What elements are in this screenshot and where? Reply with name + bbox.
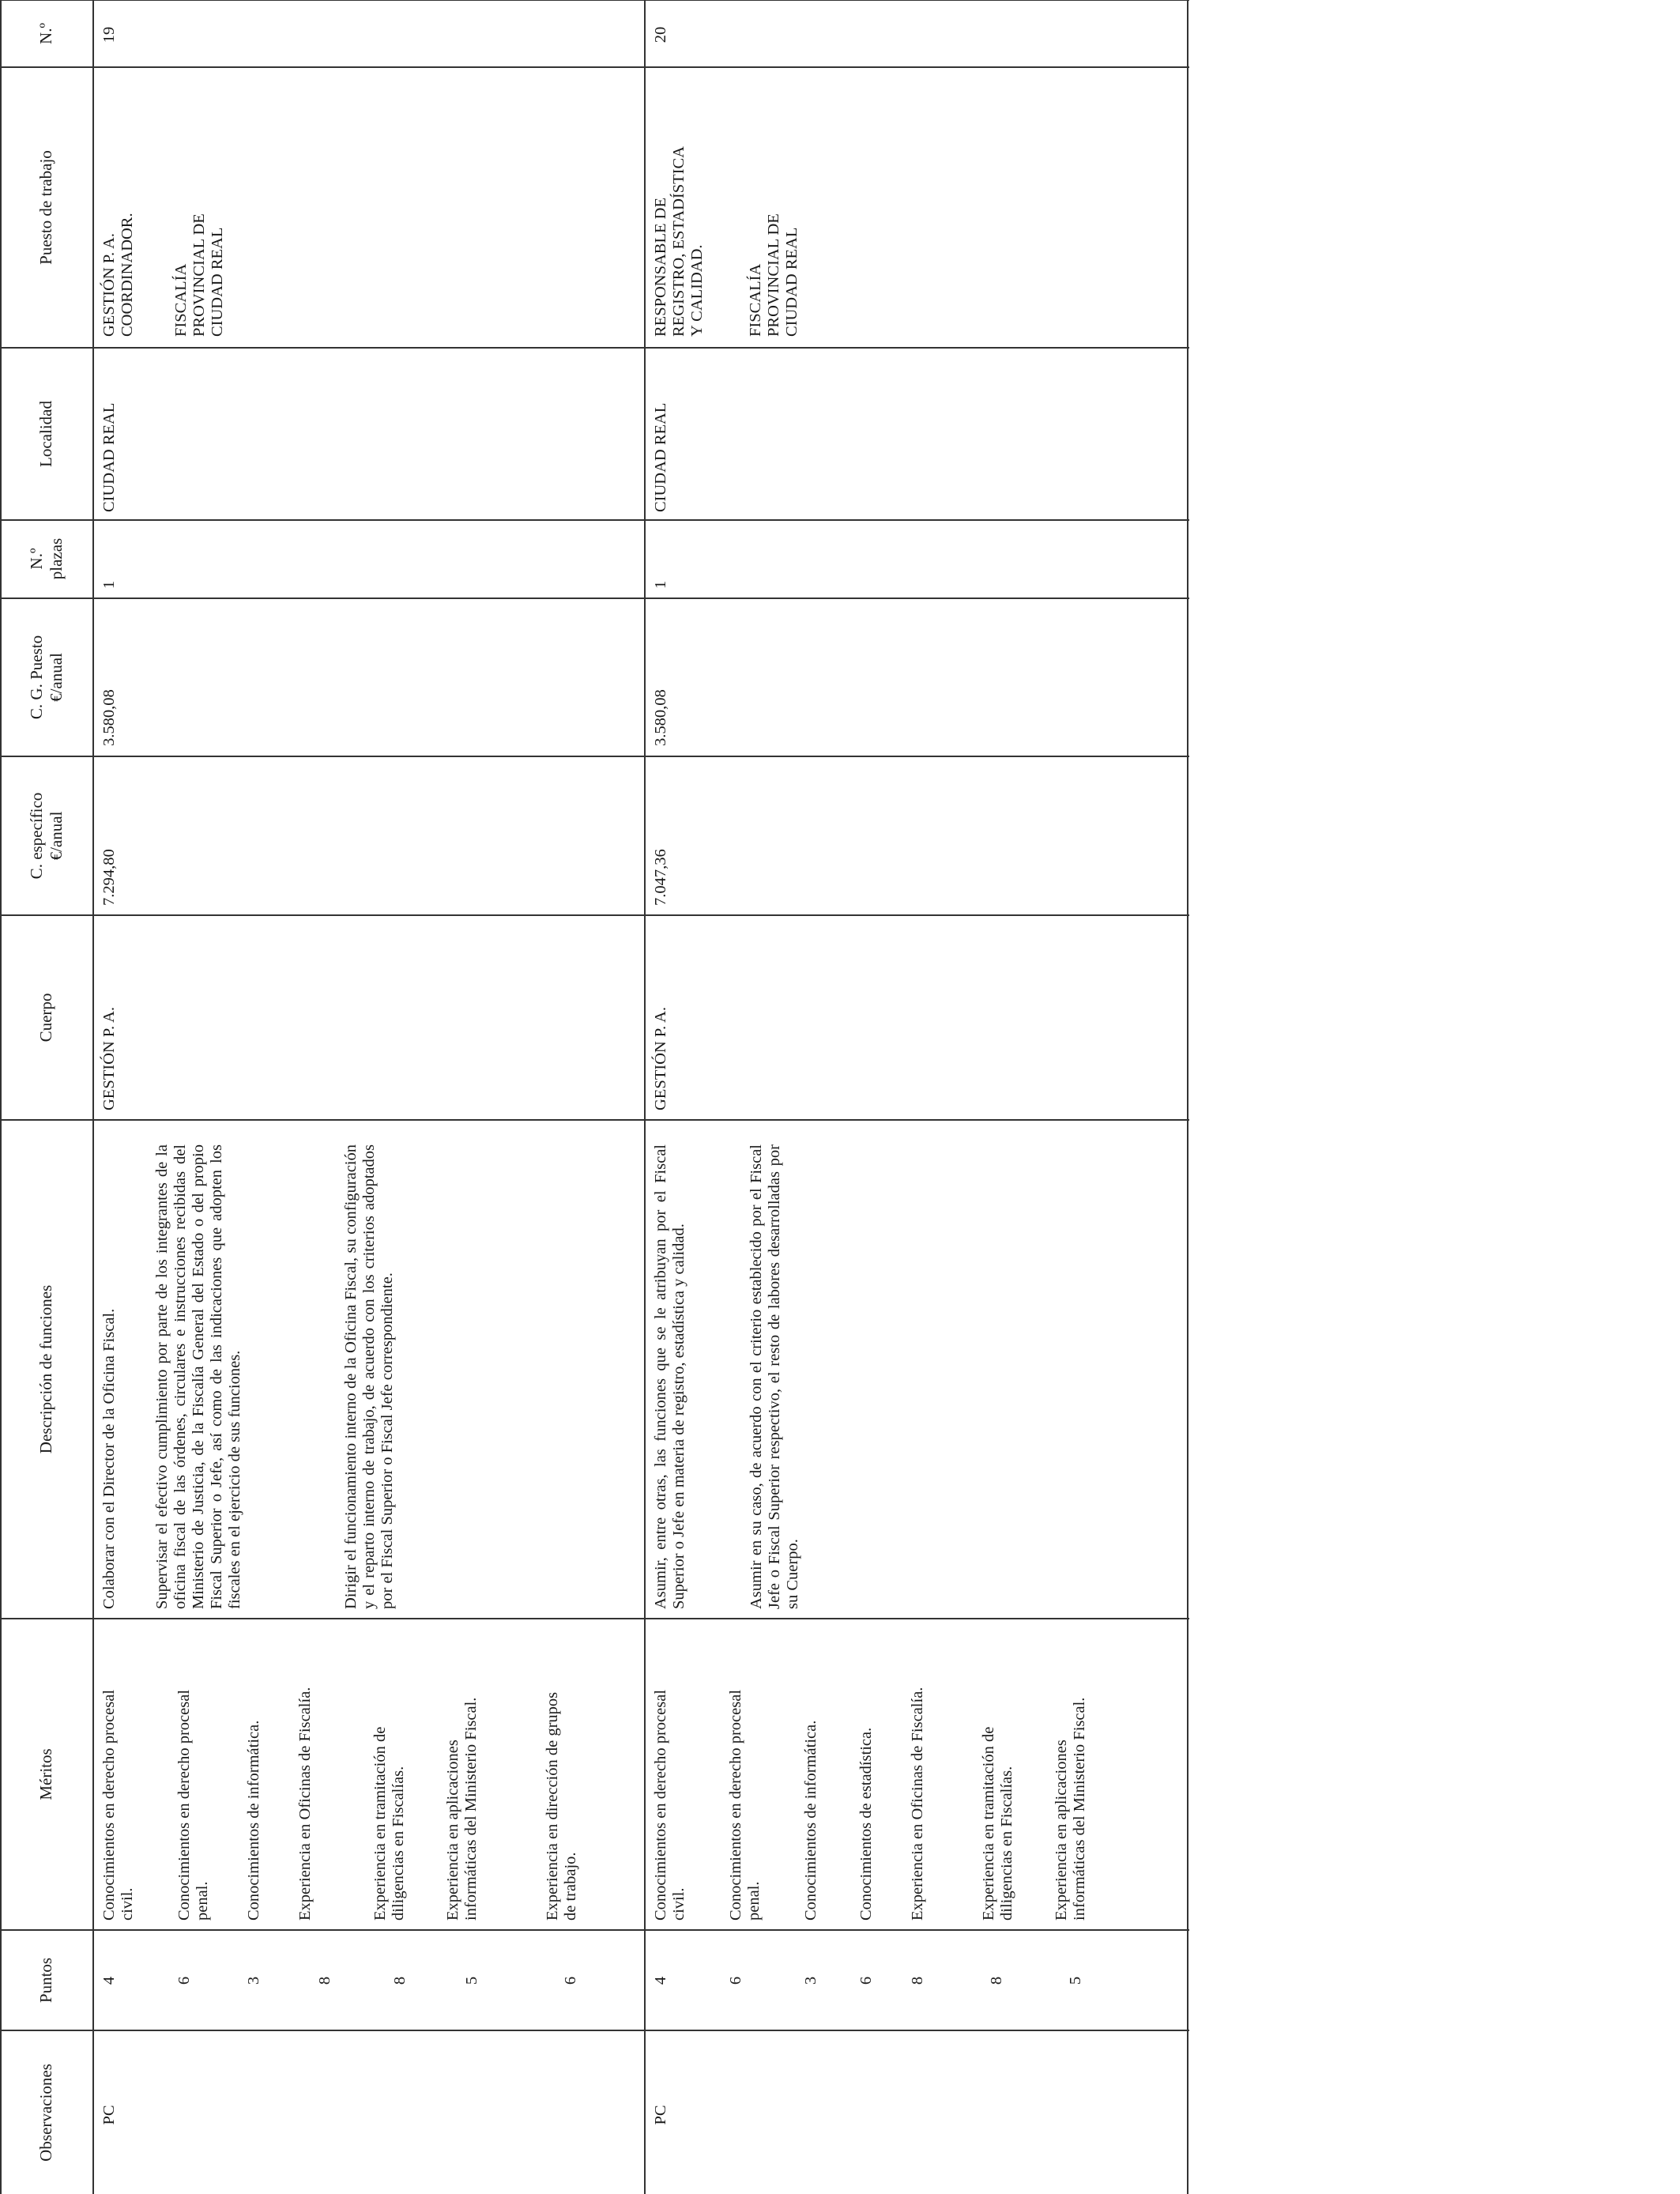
observaciones: PC [652, 2105, 669, 2125]
puntos-value: 6 [175, 1976, 193, 1985]
header-cuerpo: Cuerpo [36, 993, 55, 1042]
localidad: CIUDAD REAL [100, 402, 118, 512]
merito-text: Experiencia en tramitación de diligencias en Fiscalías. [980, 1726, 1015, 1921]
c-especifico: 7.294,80 [100, 849, 118, 906]
header-descripcion: Descripción de funciones [36, 1284, 55, 1454]
puntos-value: 4 [652, 1976, 669, 1985]
merito-text: Experiencia en tramitación de diligencias en Fiscalías. [371, 1726, 407, 1921]
header-localidad: Localidad [36, 401, 55, 467]
col-border [0, 519, 1189, 521]
col-border [0, 1929, 1189, 1931]
puntos-value: 8 [909, 1976, 926, 1985]
col-border [0, 66, 1189, 68]
header-separator [92, 0, 94, 2194]
col-border [0, 347, 1189, 349]
funcion-text: Colaborar con el Director de la Oficina Fiscal. [100, 1308, 118, 1609]
col-border [0, 2030, 1189, 2031]
merito-text: Conocimientos de informática. [802, 1720, 819, 1921]
header-c-especifico: C. específico €/anual [26, 792, 66, 880]
cuerpo: GESTIÓN P. A. [652, 1007, 669, 1110]
merito-text: Experiencia en aplicaciones informáticas del Ministerio Fiscal. [1053, 1697, 1088, 1921]
funcion-text: Asumir, entre otras, las funciones que se le atribuyan por el Fiscal Superior o Jefe en materia de registro, estadística y calidad. [652, 1144, 687, 1609]
header-meritos: Méritos [36, 1748, 55, 1800]
puntos-value: 8 [316, 1976, 333, 1985]
col-border [0, 914, 1189, 916]
puntos-value: 5 [463, 1976, 480, 1985]
col-border [0, 598, 1189, 599]
localidad: CIUDAD REAL [652, 402, 669, 512]
col-border [0, 1618, 1189, 1619]
puesto-title: RESPONSABLE DE REGISTRO, ESTADÍSTICA Y CALIDAD. [652, 147, 706, 337]
merito-text: Experiencia en dirección de grupos de trabajo. [544, 1691, 579, 1921]
puntos-value: 6 [857, 1976, 875, 1985]
merito-text: Conocimientos en derecho procesal penal. [175, 1689, 211, 1921]
merito-text: Experiencia en Oficinas de Fiscalía. [296, 1687, 314, 1921]
header-cg-puesto: C. G. Puesto €/anual [26, 635, 66, 720]
funcion-text: Supervisar el efectivo cumplimiento por parte de los integrantes de la oficina fiscal de las órdenes, circulares e instrucciones recibidas del Ministerio de Justicia, de la Fiscalía General del Estado o del propio Fiscal Superior o Jefe, así como de las indicaciones que adopten los fiscales en el ejercicio de sus funciones. [153, 1144, 243, 1609]
puntos-value: 6 [562, 1976, 579, 1985]
puesto-office: FISCALÍA PROVINCIAL DE CIUDAD REAL [747, 213, 800, 337]
puntos-value: 3 [802, 1976, 819, 1985]
puntos-value: 5 [1067, 1976, 1084, 1985]
puesto-title: GESTIÓN P. A. COORDINADOR. [100, 213, 136, 337]
table-bottom-border [1187, 0, 1188, 2194]
merito-text: Conocimientos de informática. [245, 1720, 262, 1921]
plazas: 1 [100, 580, 118, 589]
puntos-value: 6 [727, 1976, 744, 1985]
row-number: 20 [652, 26, 669, 43]
puntos-value: 8 [988, 1976, 1005, 1985]
puntos-value: 8 [391, 1976, 409, 1985]
puesto-office: FISCALÍA PROVINCIAL DE CIUDAD REAL [172, 213, 226, 337]
header-puntos: Puntos [36, 1957, 55, 2004]
col-border [0, 1119, 1189, 1121]
row-separator [644, 0, 646, 2194]
merito-text: Conocimientos en derecho procesal penal. [727, 1689, 763, 1921]
col-border [0, 756, 1189, 757]
merito-text: Conocimientos en derecho procesal civil. [100, 1689, 136, 1921]
merito-text: Conocimientos en derecho procesal civil. [652, 1689, 687, 1921]
merito-text: Conocimientos de estadística. [857, 1727, 875, 1921]
merito-text: Experiencia en Oficinas de Fiscalía. [909, 1687, 926, 1921]
funcion-text: Dirigir el funcionamiento interno de la Oficina Fiscal, su configuración y el reparto interno de trabajo, de acuerdo con los criterios adoptados por el Fiscal Superior o Fiscal Jefe correspondiente. [342, 1144, 396, 1609]
cg-puesto: 3.580,08 [652, 689, 669, 746]
puntos-value: 3 [245, 1976, 262, 1985]
header-num: N.º [36, 23, 55, 44]
header-puesto: Puesto de trabajo [36, 150, 55, 265]
cg-puesto: 3.580,08 [100, 689, 118, 746]
cuerpo: GESTIÓN P. A. [100, 1007, 118, 1110]
row-number: 19 [100, 26, 118, 43]
c-especifico: 7.047,36 [652, 849, 669, 906]
col-border [0, 0, 1189, 1]
funcion-text: Asumir en su caso, de acuerdo con el criterio establecido por el Fiscal Jefe o Fiscal Superior respectivo, el resto de labores desarrolladas por su Cuerpo. [748, 1144, 801, 1609]
plazas: 1 [652, 580, 669, 589]
header-plazas: N.º plazas [26, 537, 66, 580]
merito-text: Experiencia en aplicaciones informáticas del Ministerio Fiscal. [444, 1697, 480, 1921]
observaciones: PC [100, 2105, 118, 2125]
header-observaciones: Observaciones [36, 2064, 55, 2162]
puntos-value: 4 [100, 1976, 118, 1985]
